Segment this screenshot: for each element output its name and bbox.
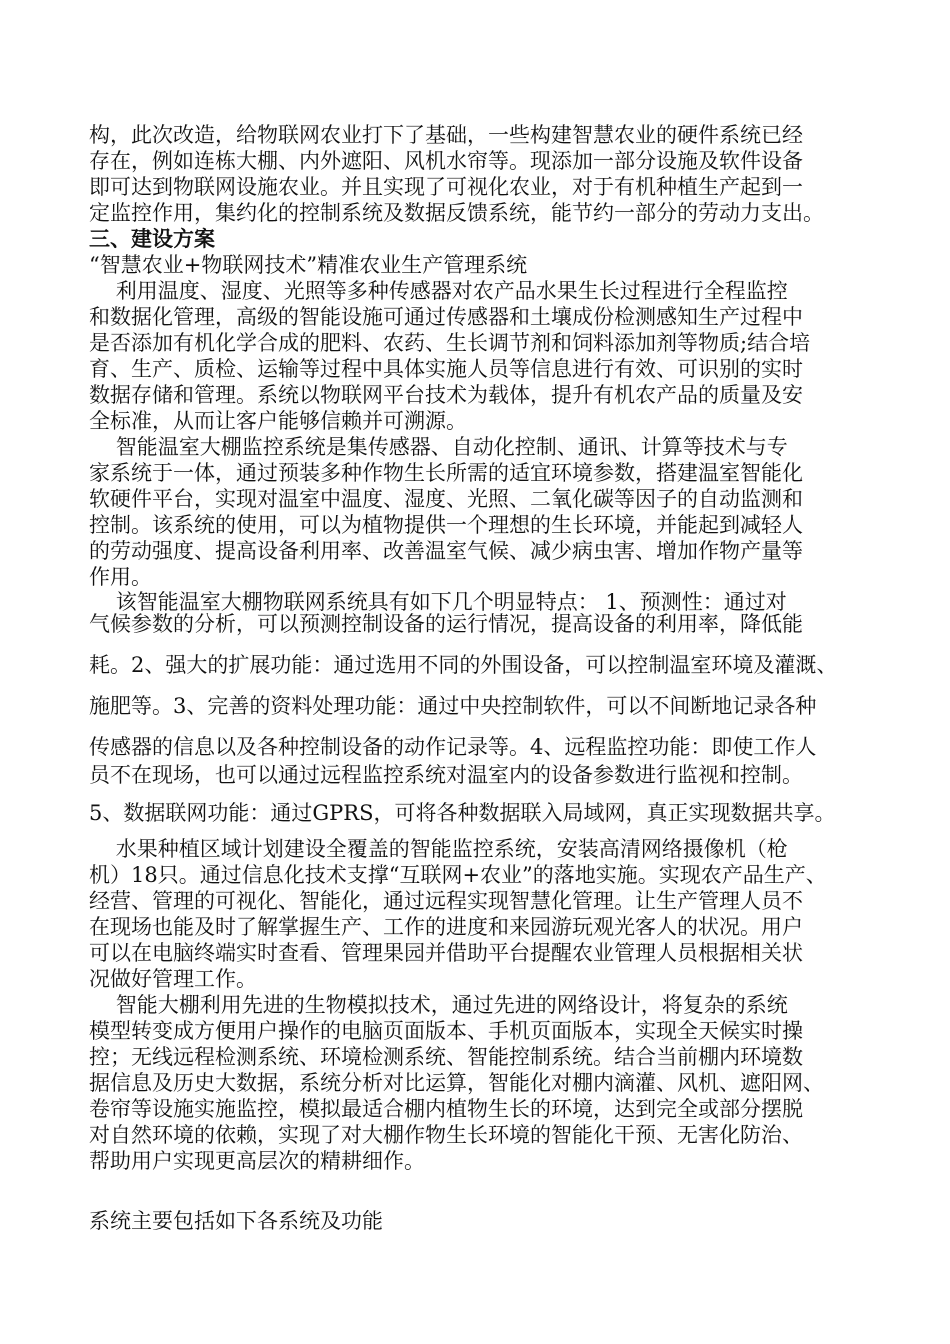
para5-line-7: 帮助用户实现更高层次的精耕细作。 xyxy=(89,1149,425,1173)
intro-line-1: 构，此次改造，给物联网农业打下了基础，一些构建智慧农业的硬件系统已经 xyxy=(89,123,803,147)
intro-line-3: 即可达到物联网设施农业。并且实现了可视化农业，对于有机种植生产起到一 xyxy=(89,175,803,199)
intro-line-2: 存在，例如连栋大棚、内外遮阳、风机水帘等。现添加一部分设施及软件设备 xyxy=(89,149,803,173)
para5-line-5: 卷帘等设施实施监控，模拟最适合棚内植物生长的环境，达到完全或部分摆脱 xyxy=(89,1097,803,1121)
closing-line: 系统主要包括如下各系统及功能 xyxy=(89,1209,383,1233)
para2-line-1: 智能温室大棚监控系统是集传感器、自动化控制、通讯、计算等技术与专 xyxy=(89,435,788,459)
para2-line-5: 的劳动强度、提高设备利用率、改善温室气候、减少病虫害、增加作物产量等 xyxy=(89,539,803,563)
para5-line-6: 对自然环境的依赖，实现了对大棚作物生长环境的智能化干预、无害化防治、 xyxy=(89,1123,803,1147)
para2-line-2: 家系统于一体，通过预装多种作物生长所需的适宜环境参数，搭建温室智能化 xyxy=(89,461,803,485)
para3-line-4: 施肥等。3、完善的资料处理功能：通过中央控制软件，可以不间断地记录各种 xyxy=(89,694,817,718)
para3-line-6: 员不在现场，也可以通过远程监控系统对温室内的设备参数进行监视和控制。 xyxy=(89,763,803,787)
para1-line-4: 育、生产、质检、运输等过程中具体实施人员等信息进行有效、可识别的实时 xyxy=(89,357,803,381)
section-subtitle: “智慧农业+物联网技术”精准农业生产管理系统 xyxy=(89,253,528,277)
para4-line-6: 况做好管理工作。 xyxy=(89,967,257,991)
para4-line-3: 经营、管理的可视化、智能化，通过远程实现智慧化管理。让生产管理人员不 xyxy=(89,889,803,913)
para1-line-1: 利用温度、湿度、光照等多种传感器对农产品水果生长过程进行全程监控 xyxy=(89,279,788,303)
para5-line-3: 控；无线远程检测系统、环境检测系统、智能控制系统。结合当前棚内环境数 xyxy=(89,1045,803,1069)
para4-line-5: 可以在电脑终端实时查看、管理果园并借助平台提醒农业管理人员根据相关状 xyxy=(89,941,803,965)
para2-line-6: 作用。 xyxy=(89,565,152,589)
para5-line-4: 据信息及历史大数据，系统分析对比运算，智能化对棚内滴灌、风机、遮阳网、 xyxy=(89,1071,824,1095)
intro-line-4: 定监控作用，集约化的控制系统及数据反馈系统，能节约一部分的劳动力支出。 xyxy=(89,201,824,225)
para1-line-5: 数据存储和管理。系统以物联网平台技术为载体，提升有机农产品的质量及安 xyxy=(89,383,803,407)
para2-line-3: 软硬件平台，实现对温室中温度、湿度、光照、二氧化碳等因子的自动监测和 xyxy=(89,487,803,511)
para1-line-3: 是否添加有机化学合成的肥料、农药、生长调节剂和饲料添加剂等物质;结合培 xyxy=(89,331,811,355)
para3-line-7: 5、数据联网功能：通过GPRS，可将各种数据联入局域网，真正实现数据共享。 xyxy=(89,801,836,825)
para4-line-2: 机）18只。通过信息化技术支撑“互联网+农业”的落地实施。实现农产品生产、 xyxy=(89,863,827,887)
para3-line-1: 该智能温室大棚物联网系统具有如下几个明显特点： 1、预测性：通过对 xyxy=(89,590,787,614)
para3-line-3: 耗。2、强大的扩展功能：通过选用不同的外围设备，可以控制温室环境及灌溉、 xyxy=(89,653,838,677)
para5-line-1: 智能大棚利用先进的生物模拟技术，通过先进的网络设计，将复杂的系统 xyxy=(89,993,788,1017)
section-heading: 三、建设方案 xyxy=(89,226,215,251)
para2-line-4: 控制。该系统的使用，可以为植物提供一个理想的生长环境，并能起到减轻人 xyxy=(89,513,803,537)
para4-line-1: 水果种植区域计划建设全覆盖的智能监控系统，安装高清网络摄像机（枪 xyxy=(89,837,788,861)
para5-line-2: 模型转变成方便用户操作的电脑页面版本、手机页面版本，实现全天候实时操 xyxy=(89,1019,803,1043)
para1-line-2: 和数据化管理，高级的智能设施可通过传感器和土壤成份检测感知生产过程中 xyxy=(89,305,803,329)
para3-line-5: 传感器的信息以及各种控制设备的动作记录等。4、远程监控功能：即使工作人 xyxy=(89,735,817,759)
para1-line-6: 全标准，从而让客户能够信赖并可溯源。 xyxy=(89,409,467,433)
para3-line-2: 气候参数的分析，可以预测控制设备的运行情况，提高设备的利用率，降低能 xyxy=(89,612,803,636)
para4-line-4: 在现场也能及时了解掌握生产、工作的进度和来园游玩观光客人的状况。用户 xyxy=(89,915,803,939)
